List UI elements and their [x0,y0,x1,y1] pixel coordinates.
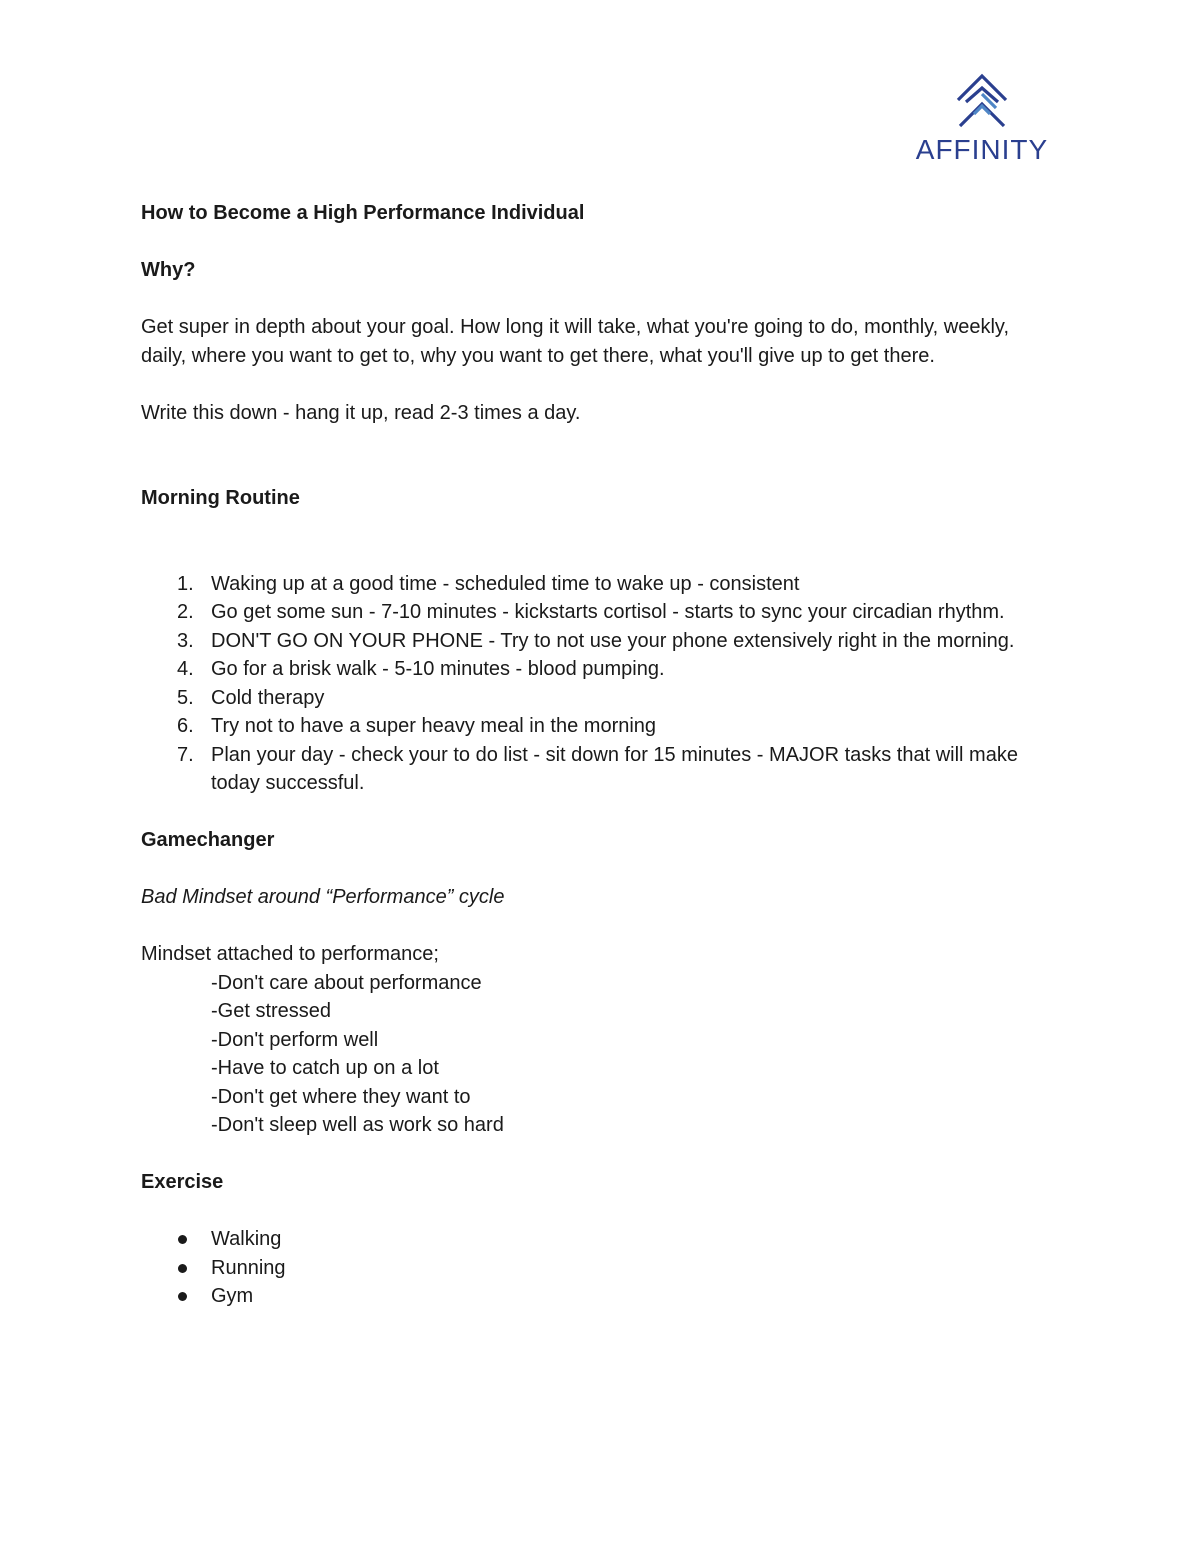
gamechanger-intro: Mindset attached to performance; [141,943,439,965]
list-item [141,1282,1041,1311]
list-item-text: Go for a brisk walk - 5-10 minutes - blood pumping. [211,658,665,680]
list-item [141,684,1041,713]
why-note: Write this down - hang it up, read 2-3 times a day. [141,401,581,424]
list-item-text: Try not to have a super heavy meal in the morning [211,715,657,737]
list-item [141,712,1041,741]
exercise-list [141,1225,1041,1311]
list-number: 5. [177,686,194,709]
list-item: -Don't care about performance [211,971,482,994]
bullet-icon [178,1292,187,1301]
why-heading: Why? [141,259,196,281]
morning-routine-list [141,570,1041,798]
list-item: -Don't sleep well as work so hard [211,1114,504,1136]
list-item-text: DON'T GO ON YOUR PHONE - Try to not use your phone extensively right in the morning. [211,629,1015,652]
list-number: 7. [177,743,194,766]
list-item [141,570,1041,599]
list-item [141,1254,1041,1283]
list-item [141,741,1041,798]
list-number: 1. [177,572,194,595]
exercise-heading: Exercise [141,1171,224,1193]
list-number: 3. [177,629,194,652]
list-item-text: Plan your day - check your to do list - sit down for 15 minutes - MAJOR tasks that will make today successful. [211,743,1018,794]
morning-routine-heading: Morning Routine [141,487,300,509]
list-number: 6. [177,715,194,737]
bullet-icon [178,1264,187,1273]
list-item-text: Gym [211,1285,254,1307]
list-item: -Have to catch up on a lot [211,1057,439,1079]
list-item-text: Go get some sun - 7-10 minutes - kickstarts cortisol - starts to sync your circadian rhythm. [211,601,1005,623]
list-item-text: Walking [211,1228,282,1250]
list-item [141,627,1041,656]
bullet-icon [178,1235,187,1244]
list-item [141,655,1041,684]
list-item: -Don't perform well [211,1028,379,1051]
affinity-logo-mark-icon [952,72,1012,128]
page-title: How to Become a High Performance Individual [141,202,585,224]
list-item-text: Cold therapy [211,686,325,709]
logo-wordmark: AFFINITY [915,134,1049,165]
list-number: 2. [177,601,194,623]
list-item-text: Running [211,1256,286,1279]
list-item: -Don't get where they want to [211,1085,471,1108]
affinity-logo [906,72,1058,172]
list-item [141,598,1041,627]
why-paragraph: Get super in depth about your goal. How long it will take, what you're going to do, monthly, weekly, daily, where you want to get to, why you want to get there, what you'll give up to get there. [141,316,1009,367]
gamechanger-subtitle: Bad Mindset around “Performance” cycle [141,886,505,908]
list-item: -Get stressed [211,1000,332,1022]
document-body [141,199,1041,1311]
gamechanger-heading: Gamechanger [141,829,275,851]
list-item [141,1225,1041,1254]
list-item-text: Waking up at a good time - scheduled time to wake up - consistent [211,572,800,595]
list-number: 4. [177,658,194,680]
